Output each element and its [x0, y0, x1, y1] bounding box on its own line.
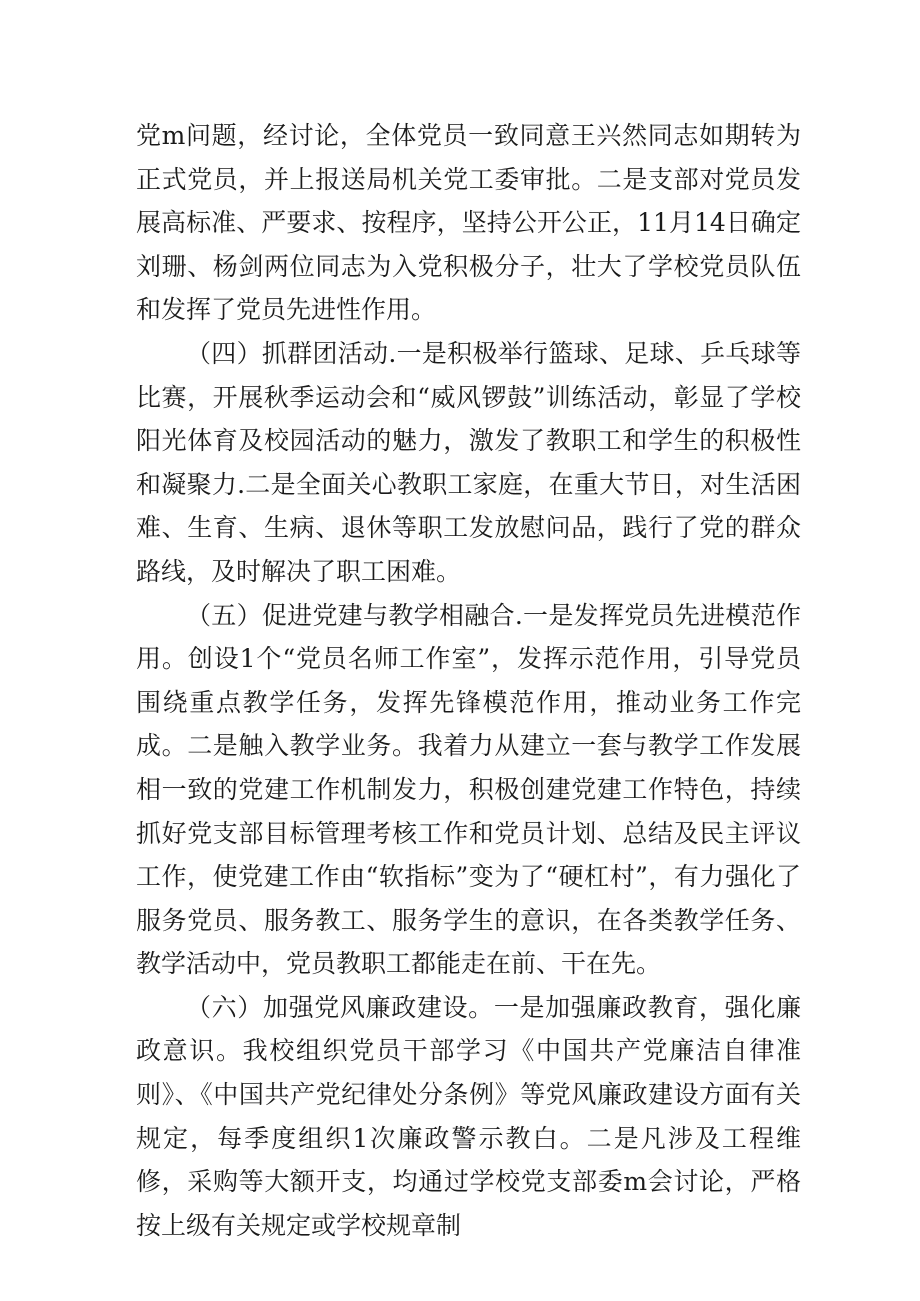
document-body: [136, 114, 801, 1247]
paragraph-section-5: （五）促进党建与教学相融合.一是发挥党员先进模范作用。创设1个“党员名师工作室”，发挥示范作用，引导党员围绕重点教学任务，发挥先锋模范作用，推动业务工作完成。二是触入教学业务。我着力从建立一套与教学工作发展相一致的党建工作机制发力，积极创建党建工作特色，持续抓好党支部目标管理考核工作和党员计划、总结及民主评议工作，使党建工作由“软指标”变为了“硬杠村”，有力强化了服务党员、服务教工、服务学生的意识，在各类教学任务、教学活动中，党员教职工都能走在前、干在先。: [136, 600, 801, 979]
paragraph-section-6: （六）加强党风廉政建设。一是加强廉政教育，强化廉政意识。我校组织党员干部学习《中国共产党廉洁自律准则》、《中国共产党纪律处分条例》等党风廉政建设方面有关规定，每季度组织1次廉政警示教白。二是凡涉及工程维修，采购等大额开支，均通过学校党支部委m会讨论，严格按上级有关规定或学校规章制: [136, 992, 801, 1240]
paragraph-section-4: （四）抓群团活动.一是积极举行篮球、足球、乒乓球等比赛，开展秋季运动会和“威风锣鼓”训练活动，彰显了学校阳光体育及校园活动的魅力，激发了教职工和学生的积极性和凝聚力.二是全面关心教职工家庭，在重大节日，对生活困难、生育、生病、退休等职工发放慰问品，践行了党的群众路线，及时解决了职工困难。: [136, 338, 801, 586]
paragraph-continuation: 党m问题，经讨论，全体党员一致同意王兴然同志如期转为正式党员，并上报送局机关党工委审批。二是支部对党员发展高标准、严要求、按程序，坚持公开公正，11月14日确定刘珊、杨剑两位同志为入党积极分子，壮大了学校党员队伍和发挥了党员先进性作用。: [136, 121, 801, 325]
